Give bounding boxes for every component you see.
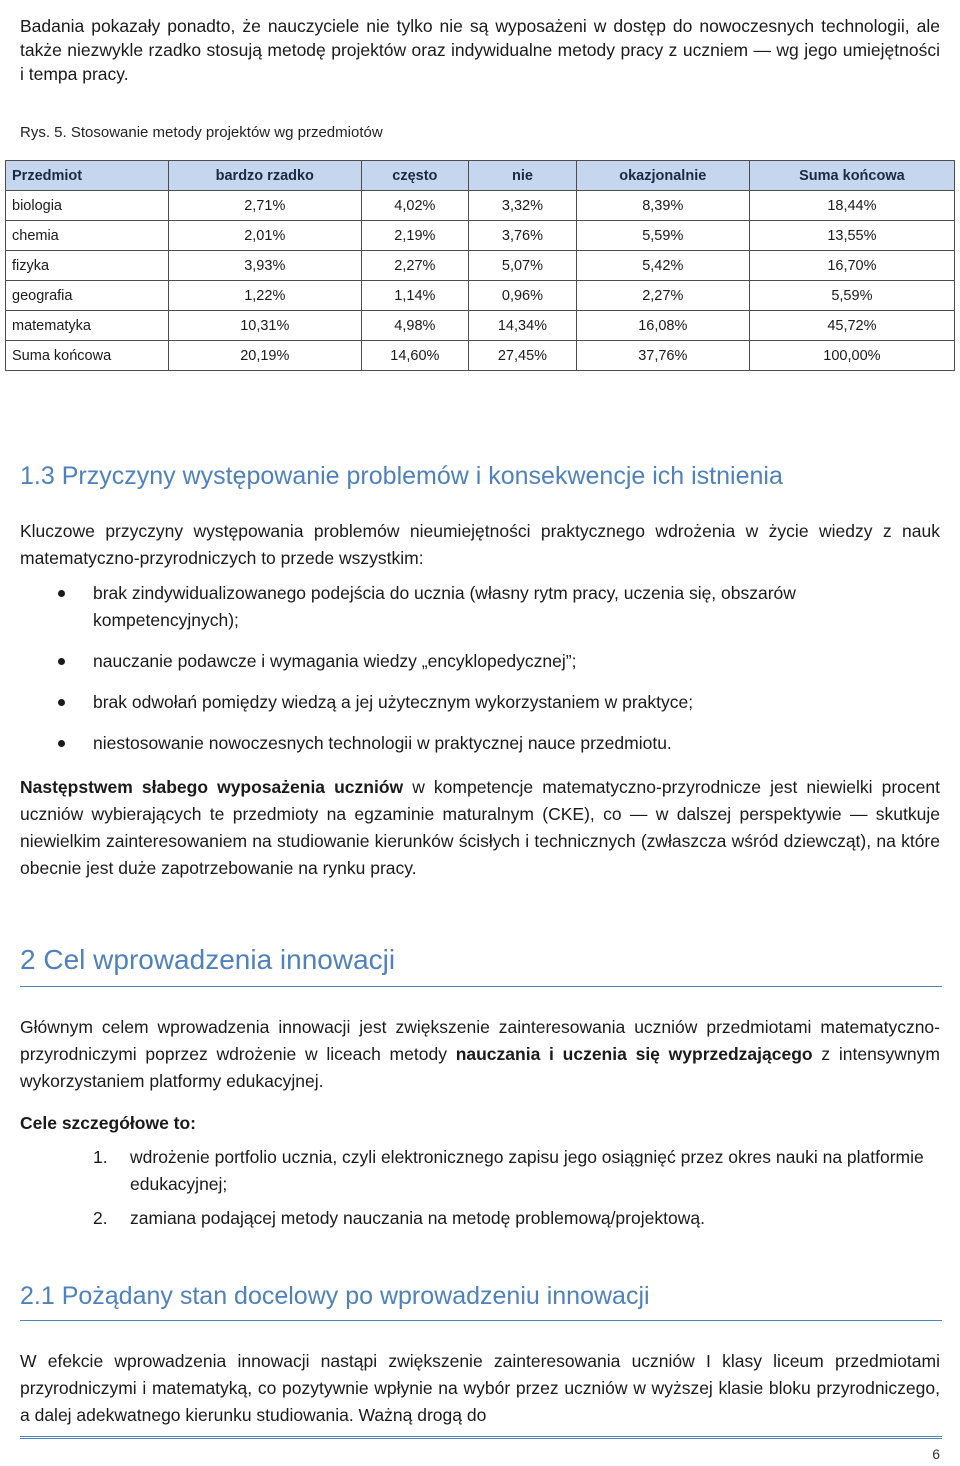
table-cell: chemia [6,221,169,251]
table-cell: 13,55% [749,221,954,251]
table-cell: 5,07% [469,251,577,281]
list-item: brak zindywidualizowanego podejścia do ucznia (własny rytm pracy, uczenia się, obszarów kompetencyjnych); [20,580,940,634]
table-cell: 2,27% [361,251,469,281]
table-cell: biologia [6,191,169,221]
table-row [6,221,955,251]
table-cell: 2,19% [361,221,469,251]
table-cell: 5,59% [749,281,954,311]
list-item: nauczanie podawcze i wymagania wiedzy „encyklopedycznej”; [20,648,940,675]
table-cell: 4,02% [361,191,469,221]
table-cell: 1,14% [361,281,469,311]
consequence-paragraph: Następstwem słabego wyposażenia uczniów w kompetencje matematyczno-przyrodnicze jest niewielki procent uczniów wybierających te przedmioty na egzaminie maturalnym (CKE), co — w dalszej perspektywie — skutkuje niewielkim zainteresowaniem na studiowanie kierunków ścisłych i technicznych (zwłaszcza wśród dziewcząt), na które obecnie jest duże zapotrzebowanie na rynku pracy. [20,776,940,878]
detailed-goals-label: Cele szczegółowe to: [20,1112,197,1133]
table-cell: geografia [6,281,169,311]
table-cell: 2,27% [576,281,749,311]
table-cell: 100,00% [749,341,954,371]
causes-list [20,580,940,771]
table-cell: 4,98% [361,311,469,341]
table-cell: 16,70% [749,251,954,281]
table-cell: 3,76% [469,221,577,251]
table-cell: 37,76% [576,341,749,371]
section-heading-2: 2 Cel wprowadzenia innowacji [20,944,396,975]
table-cell: 14,34% [469,311,577,341]
table-cell: 2,71% [169,191,362,221]
table-row [6,281,955,311]
figure-caption: Rys. 5. Stosowanie metody projektów wg przedmiotów [20,124,383,141]
table-cell: 18,44% [749,191,954,221]
heading-divider [20,986,942,987]
table-cell: fizyka [6,251,169,281]
footer-divider [20,1436,942,1439]
target-state-paragraph: W efekcie wprowadzenia innowacji nastąpi zwiększenie zainteresowania uczniów I klasy liceum przedmiotami przyrodniczymi i matematyką, co pozytywnie wpłynie na wybór przez uczniów w wyższej klasie bloku przyrodniczego, a dalej adekwatnego kierunku studiowania. Ważną drogą do [20,1350,940,1425]
table-cell: 3,93% [169,251,362,281]
intro-paragraph: Badania pokazały ponadto, że nauczyciele nie tylko nie są wyposażeni w dostęp do nowoczesnych technologii, ale także niezwykle rzadko stosują metodę projektów oraz indywidualne metody pracy z uczniem — wg jego umiejętności i tempa pracy. [20,15,940,84]
table-cell: 20,19% [169,341,362,371]
table-cell: 45,72% [749,311,954,341]
detailed-goals-list [20,1144,940,1239]
bullet-icon [58,699,65,706]
bullet-icon [58,740,65,747]
column-header: często [361,161,469,191]
bullet-icon [58,658,65,665]
table-cell: Suma końcowa [6,341,169,371]
page-number: 6 [932,1446,940,1462]
column-header: okazjonalnie [576,161,749,191]
table-cell: matematyka [6,311,169,341]
section-heading-2-1: 2.1 Pożądany stan docelowy po wprowadzeniu innowacji [20,1282,650,1310]
table-cell: 5,59% [576,221,749,251]
bullet-icon [58,590,65,597]
table-cell: 14,60% [361,341,469,371]
list-item: 1. wdrożenie portfolio ucznia, czyli elektronicznego zapisu jego osiągnięć przez okres nauki na platformie edukacyjnej; [93,1147,924,1194]
table-cell: 8,39% [576,191,749,221]
main-goal-paragraph: Głównym celem wprowadzenia innowacji jest zwiększenie zainteresowania uczniów przedmiotami matematyczno-przyrodniczymi poprzez wdrożenie w liceach metody nauczania i uczenia się wyprzedzającego z intensywnym wykorzystaniem platformy edukacyjnej. [20,1016,940,1091]
table-cell: 27,45% [469,341,577,371]
table-cell: 1,22% [169,281,362,311]
heading-divider [20,1320,942,1321]
table-row [6,311,955,341]
section-heading-1-3: 1.3 Przyczyny występowanie problemów i konsekwencje ich istnienia [20,462,783,490]
table-row [6,251,955,281]
column-header: Suma końcowa [749,161,954,191]
data-table [5,160,955,371]
column-header: Przedmiot [6,161,169,191]
column-header: nie [469,161,577,191]
table-header-row [6,161,955,191]
list-item: 2. zamiana podającej metody nauczania na metodę problemową/projektową. [93,1208,705,1228]
list-item: niestosowanie nowoczesnych technologii w praktycznej nauce przedmiotu. [20,730,940,757]
list-item: brak odwołań pomiędzy wiedzą a jej użytecznym wykorzystaniem w praktyce; [20,689,940,716]
table-cell: 5,42% [576,251,749,281]
table-row [6,191,955,221]
causes-lead-paragraph: Kluczowe przyczyny występowania problemów nieumiejętności praktycznego wdrożenia w życie wiedzy z nauk matematyczno-przyrodniczych to przede wszystkim: [20,520,940,568]
table-cell: 0,96% [469,281,577,311]
table-cell: 3,32% [469,191,577,221]
table-cell: 10,31% [169,311,362,341]
column-header: bardzo rzadko [169,161,362,191]
table-cell: 2,01% [169,221,362,251]
table-cell: 16,08% [576,311,749,341]
table-total-row [6,341,955,371]
